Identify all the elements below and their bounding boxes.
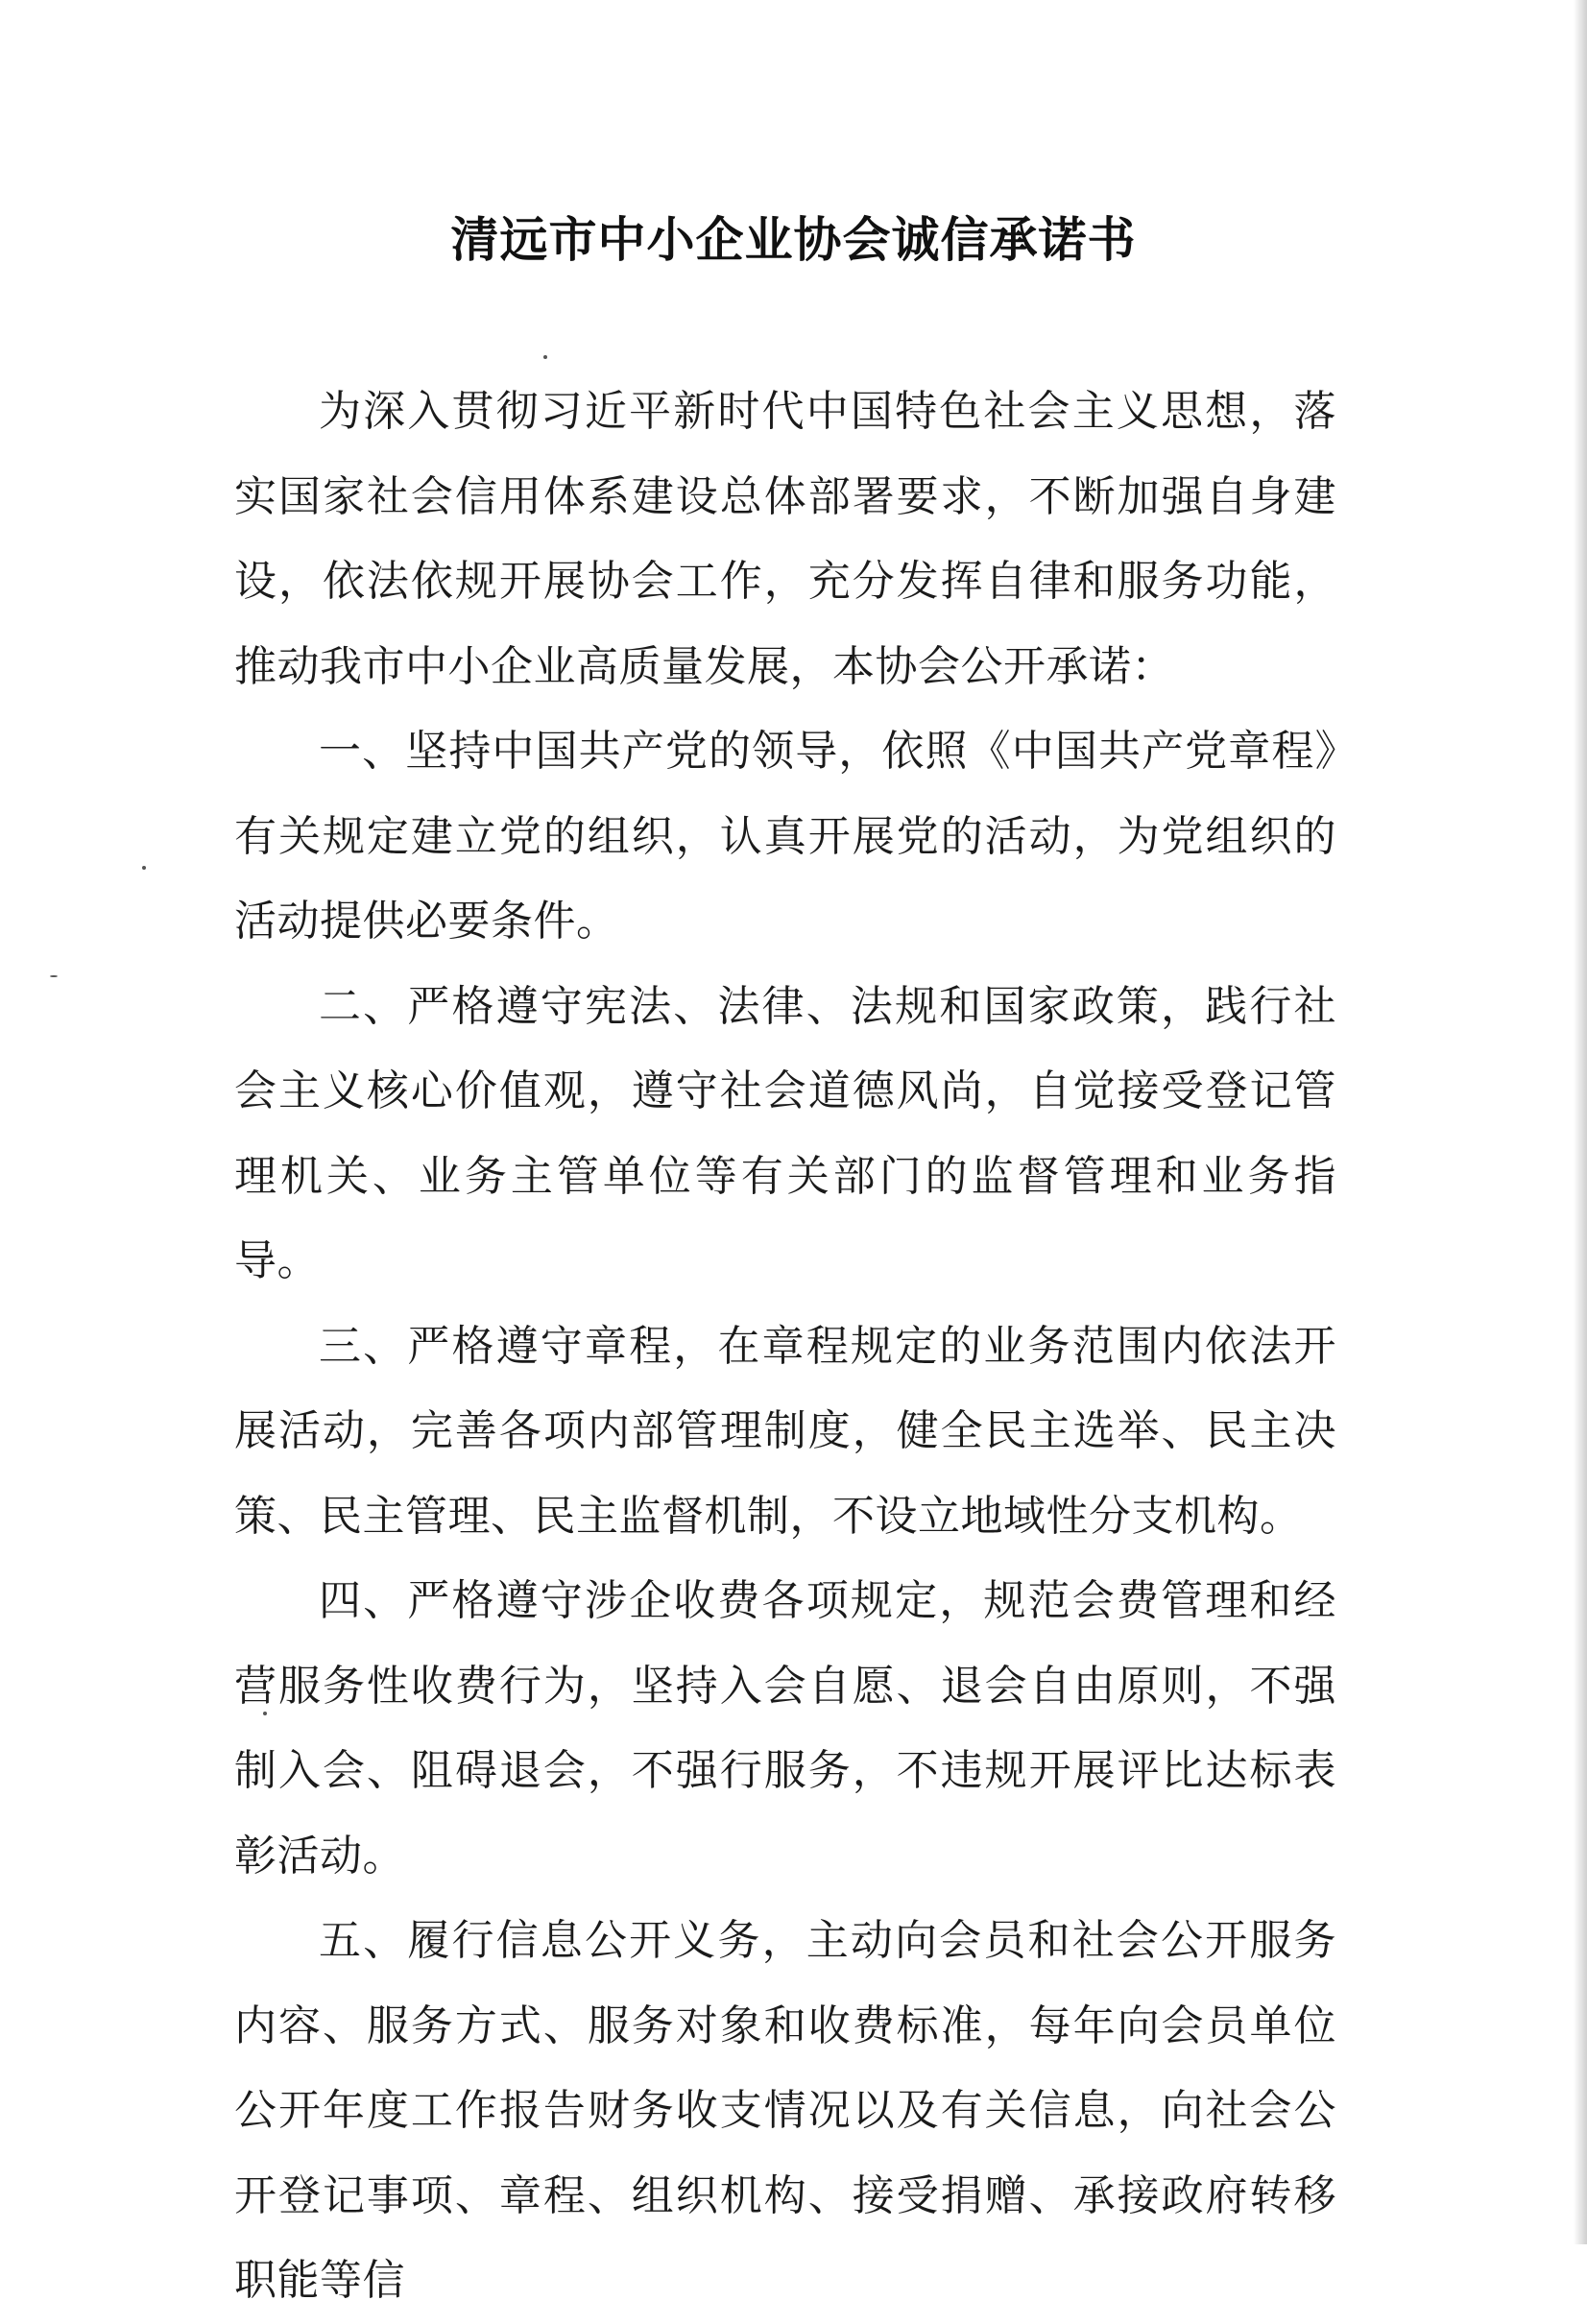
scan-speck	[543, 355, 547, 359]
scan-edge-shadow	[1574, 0, 1587, 2244]
intro-paragraph: 为深入贯彻习近平新时代中国特色社会主义思想，落实国家社会信用体系建设总体部署要求，不断加强自身建设，依法依规开展协会工作，充分发挥自律和服务功能，推动我市中小企业高质量发展，本协会公开承诺：	[234, 387, 1336, 691]
scan-speck	[142, 866, 146, 870]
commitment-paragraph-4: 四、严格遵守涉企收费各项规定，规范会费管理和经营服务性收费行为，坚持入会自愿、退会自由原则，不强制入会、阻碍退会，不强行服务，不违规开展评比达标表彰活动。	[234, 1576, 1336, 1881]
scan-speck	[263, 1712, 267, 1715]
document-body	[234, 370, 1336, 2324]
scan-speck	[50, 975, 58, 977]
commitment-paragraph-5: 五、履行信息公开义务，主动向会员和社会公开服务内容、服务方式、服务对象和收费标准，每年向会员单位公开年度工作报告财务收支情况以及有关信息，向社会公开登记事项、章程、组织机构、接受捐赠、承接政府转移职能等信	[234, 1916, 1336, 2305]
commitment-paragraph-1: 一、坚持中国共产党的领导，依照《中国共产党章程》有关规定建立党的组织，认真开展党的活动，为党组织的活动提供必要条件。	[234, 727, 1336, 946]
commitment-paragraph-3: 三、严格遵守章程，在章程规定的业务范围内依法开展活动，完善各项内部管理制度，健全民主选举、民主决策、民主管理、民主监督机制，不设立地域性分支机构。	[234, 1321, 1336, 1541]
document-title: 清远市中小企业协会诚信承诺书	[450, 212, 1137, 268]
commitment-paragraph-2: 二、严格遵守宪法、法律、法规和国家政策，践行社会主义核心价值观，遵守社会道德风尚，自觉接受登记管理机关、业务主管单位等有关部门的监督管理和业务指导。	[234, 981, 1336, 1285]
